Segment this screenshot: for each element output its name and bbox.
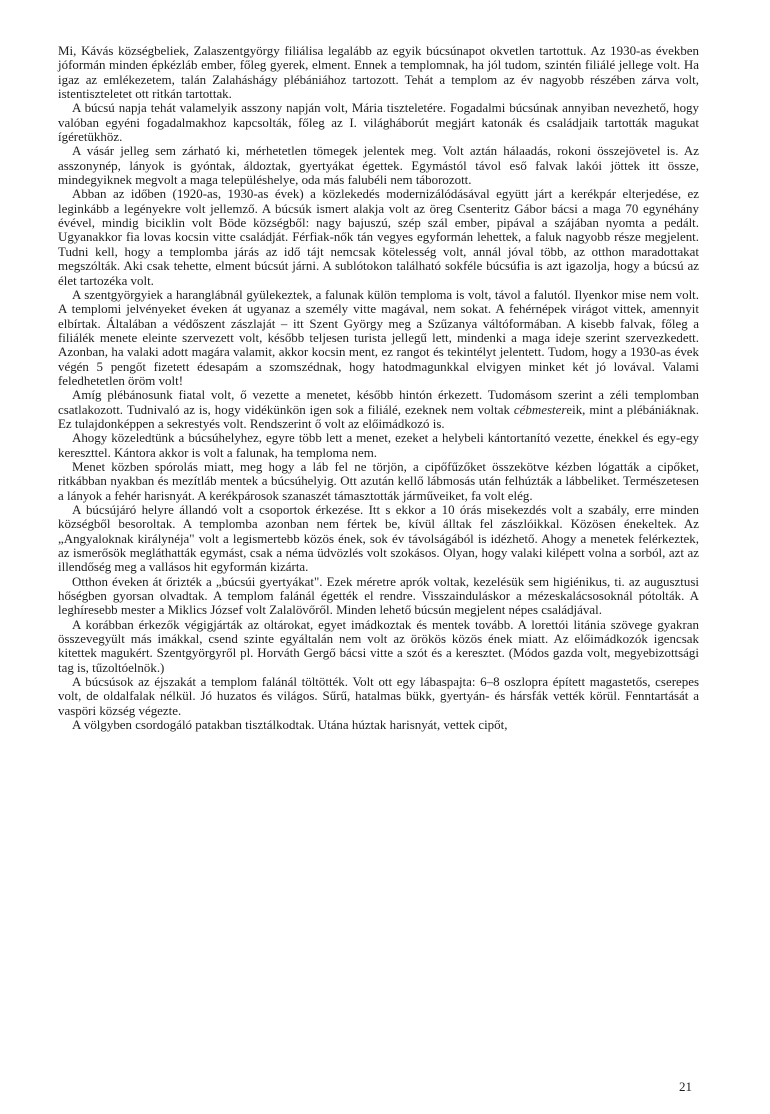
paragraph-6-text-a: Amíg plébánosunk fiatal volt, ő vezette a menetet, később hintón érkezett. Tudomásom szerint a zéli templomban csatlakozott. Tudnivaló az is, hogy vidékünkön igen sok a filiálé, ezeknek nem voltak [58, 387, 699, 417]
page-number: 21 [679, 1079, 692, 1094]
paragraph-12: A búcsúsok az éjszakát a templom falánál töltötték. Volt ott egy lábaspajta: 6–8 oszlopra épített magastetős, cserepes volt, de oldalfalak nélkül. Jó huzatos és világos. Sűrű, hatalmas bükk, gyertyán- és hársfák vették körül. Fenntartását a vaspöri község végezte. [58, 674, 699, 718]
paragraph-13: A völgyben csordogáló patakban tisztálkodtak. Utána húztak harisnyát, vettek cipőt, [72, 717, 508, 733]
paragraph-10: Otthon éveken át őrizték a „búcsúi gyertyákat". Ezek méretre aprók voltak, kezelésük sem higiénikus, ti. az augusztusi hőségben gyorsan olvadtak. A templom falánál égették el rendre. Visszainduláskor a mézeskalácsosoknál pótolták. A leghíresebb mester a Miklics József volt Zalalövőről. Minden lehető búcsún megjelent népes családjával. [58, 573, 699, 618]
paragraph-1: Mi, Kávás községbeliek, Zalaszentgyörgy filiálisa legalább az egyik búcsúnapot okvetlen tartottuk. Az 1930-as években jóformán minden épkézláb ember, főleg gyerek, elment. Ennek a templomnak, ha jól tudom, szintén filiálé jellege volt. Ha igaz az emlékezetem, talán Zalaháshágy plébániához tartozott. Tehát a templom az év nagyobb részében zárva volt, istentiszteletet ott ritkán tartottak. [58, 43, 699, 102]
paragraph-6-text-b: , mint a plébániáknak. Ez tulajdonképpen a sekrestyés volt. Rendszerint ő volt az előimádkozó is. [58, 401, 700, 431]
paragraph-11: A korábban érkezők végigjárták az oltárokat, egyet imádkoztak és mentek tovább. A lorettói litánia szövege gyakran összevegyült más imákkal, csend szinte egyáltalán nem volt az örökös közös ének miatt. Az előimádkozók igencsak kitettek magukért. Szentgyörgyről pl. Horváth Gergő bácsi vitte a szót és a keresztet. (Módos gazda volt, megyebizottsági tag is, tűzoltóelnök.) [58, 616, 699, 675]
paragraph-4: Abban az időben (1920-as, 1930-as évek) a közlekedés modernizálódásával együtt járt a kerékpár elterjedése, ez leginkább a legényekre volt jellemző. A búcsúk ismert alakja volt az öreg Csenteritz Gábor bácsi a maga 70 egynéhány évével, mindig biciklin volt Böde községből: nagy bajuszú, szép szál ember, pipával a szájában nyomta a pedált. Ugyanakkor fia lovas kocsin vitte családját. Férfiak-nők tán vegyes egyformán lehettek, a faluk nagyobb része megjelent. Tudni kell, hogy a templomba járás az idő tájt nemcsak kötelesség volt, annál jóval több, az otthon maradottakat megszólták. Aki csak tehette, elment búcsút járni. A sublótokon található sokféle búcsúfia is azt igazolja, hogy a búcsú az élet tartozéka volt. [58, 186, 699, 288]
paragraph-6-emphasis-suffix: eik [566, 401, 583, 417]
paragraph-6 [58, 388, 699, 431]
paragraph-8: Menet közben spórolás miatt, meg hogy a láb fel ne törjön, a cipőfűzőket összekötve kézben lógatták a cipőket, ritkábban nyakban és mezítláb mentek a búcsúhelyig. Ott azután kellő lábmosás után felhúzták a lábbeliket. Természetesen a lányok a fehér harisnyát. A kerékpárosok szanaszét támasztották járműveiket, fa volt elég. [58, 458, 699, 503]
paragraph-7: Ahogy közeledtünk a búcsúhelyhez, egyre több lett a menet, ezeket a helybeli kántortanító vezette, énekkel és egy-egy kereszttel. Kántora akkor is volt a falunak, ha temploma nem. [58, 430, 699, 460]
paragraph-3: A vásár jelleg sem zárható ki, mérhetetlen tömegek jelentek meg. Volt aztán hálaadás, rokoni összejövetel is. Az asszonynép, lányok is gyóntak, áldoztak, gyertyákat égettek. Egymástól távol eső falvak lakói jöttek itt össze, mindegyiknek megvolt a maga településhelye, oda más falubéli nem táborozott. [58, 143, 699, 188]
paragraph-9: A búcsújáró helyre állandó volt a csoportok érkezése. Itt s ekkor a 10 órás misekezdés volt a szabály, erre minden községből besoroltak. A templomba azonban nem fértek be, kívül álltak fel zászlóikkal. Közösen énekeltek. Az „Angyaloknak királynéja" volt a legismertebb közös ének, sok év távolságából is idézhető. Ahogy a menetek felérkeztek, az ismerősök megláthatták egymást, csak a néma üdvözlés volt szokásos. Olyan, hogy valaki kilépett volna a sorból, azt az illendőség meg a vallásos hit egyformán kizárta. [58, 502, 699, 575]
paragraph-5: A szentgyörgyiek a haranglábnál gyülekeztek, a falunak külön temploma is volt, távol a falutól. Ilyenkor mise nem volt. A templomi jelvényeket éveken át ugyanaz a személy vitte magával, nem sokat. A fehérnépek virágot vittek, amennyit elbírtak. Általában a védőszent zászlaját – itt Szent György meg a Szűzanya váltóformában. A kisebb falvak, főleg a filiálék menete eleinte szervezett volt, később teljesen turista jellegű lett, mindenki a maga ideje szerint szervezkedett. Azonban, ha valaki adott magára valamit, akkor kocsin ment, ez rangot és tekintélyt jelentett. Tudom, hogy a 1930-as évek végén 5 pengőt fizetett édesapám a szomszédnak, hogy hatodmagunkkal elvigyen minket két jó lovával. Valami feledhetetlen öröm volt! [58, 286, 699, 388]
paragraph-6-emphasis: cébmester [513, 401, 567, 417]
paragraph-2: A búcsú napja tehát valamelyik asszony napján volt, Mária tiszteletére. Fogadalmi búcsúnak annyiban nevezhető, hogy valóban egyéni fogadalmakhoz kapcsolták, főleg az I. világháborút megjárt katonák és családjaik tartották magukat ígéretükhöz. [58, 100, 699, 145]
